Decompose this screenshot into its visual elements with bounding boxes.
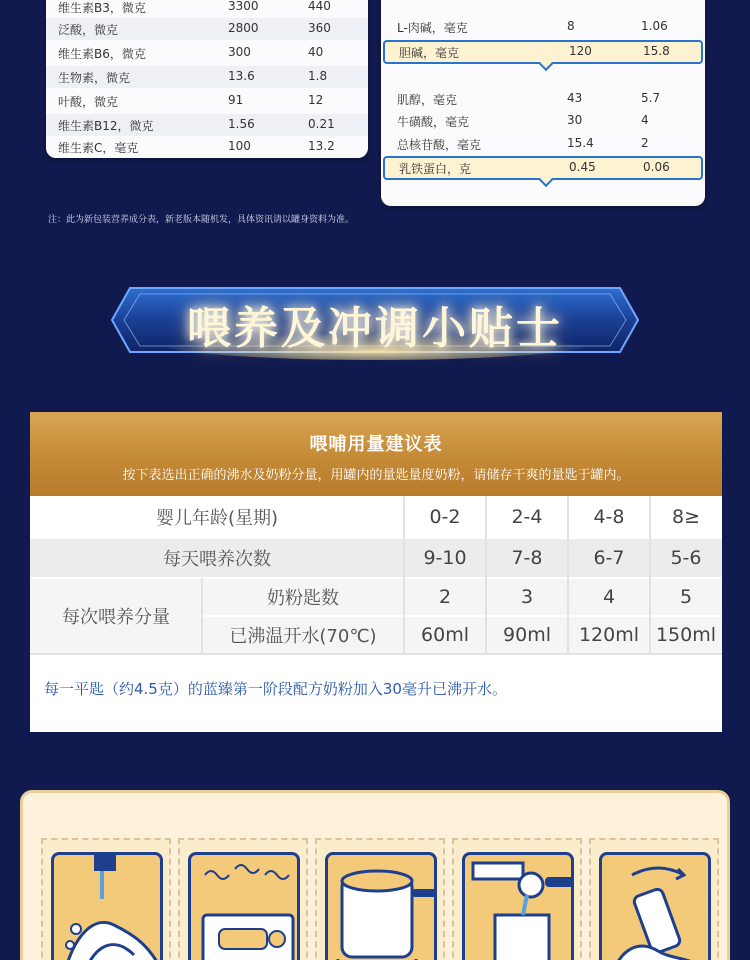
nutrient-value-100kj: 12	[308, 93, 324, 107]
times-value: 6-7	[593, 547, 625, 569]
age-label: 婴儿年龄(星期)	[155, 508, 279, 529]
scoops-value: 4	[602, 586, 616, 608]
shake-bottle-icon	[599, 852, 711, 960]
preparation-steps	[20, 790, 730, 960]
grid-line	[567, 496, 569, 654]
nutrient-value-100kj: 15.8	[643, 44, 670, 58]
nutrient-value-100kj: 0.06	[643, 160, 670, 174]
grid-line	[30, 653, 722, 655]
nutrient-value-100g: 43	[567, 91, 583, 105]
water-value: 90ml	[503, 624, 551, 646]
step-5	[589, 838, 719, 960]
step-4	[452, 838, 582, 960]
nutrient-name: 维生素C，毫克	[58, 141, 139, 155]
age-value: 4-8	[593, 506, 625, 528]
banner-title: 喂养及冲调小贴士	[187, 303, 563, 354]
times-label: 每天喂养次数	[163, 549, 271, 570]
nutrition-row	[46, 0, 368, 18]
nutrition-row	[381, 110, 705, 132]
times-value: 9-10	[423, 547, 467, 569]
nutrient-value-100g: 30	[567, 113, 583, 127]
nutrient-name: 乳铁蛋白，克	[399, 162, 472, 176]
pour-water-icon	[462, 852, 574, 960]
grid-line	[201, 578, 203, 654]
grid-line	[485, 496, 487, 654]
grid-line	[202, 615, 722, 617]
nutrient-value-100g: 2800	[228, 21, 259, 35]
scoops-value: 5	[679, 586, 693, 608]
grid-line	[649, 496, 651, 654]
age-value: 2-4	[511, 506, 543, 528]
scoops-label: 奶粉匙数	[267, 588, 339, 609]
age-value: 0-2	[429, 506, 461, 528]
nutrient-value-100g: 1.56	[228, 117, 255, 131]
feeding-table-title: 喂哺用量建议表	[309, 434, 443, 455]
boil-water-icon	[325, 852, 437, 960]
nutrient-name: 胆碱，毫克	[399, 46, 460, 60]
feeding-table-header	[30, 412, 722, 496]
nutrient-value-100g: 91	[228, 93, 244, 107]
water-value: 60ml	[421, 624, 469, 646]
nutrient-value-100g: 15.4	[567, 136, 594, 150]
nutrient-name: 肌醇，毫克	[397, 93, 458, 107]
nutrition-row	[381, 88, 705, 110]
step-1	[41, 838, 171, 960]
nutrient-value-100g: 300	[228, 45, 251, 59]
nutrition-row	[381, 133, 705, 155]
nutrition-row	[46, 66, 368, 88]
nutrient-value-100g: 13.6	[228, 69, 255, 83]
nutrient-name: L-肉碱，毫克	[397, 21, 468, 35]
grid-line	[30, 577, 722, 579]
wash-hands-icon	[51, 852, 163, 960]
nutrient-name: 泛酸，微克	[58, 23, 119, 37]
feeding-footnote: 每一平匙（约4.5克）的蓝臻第一阶段配方奶粉加入30毫升已沸开水。	[44, 680, 507, 698]
nutrient-value-100g: 120	[569, 44, 592, 58]
nutrient-value-100kj: 0.21	[308, 117, 335, 131]
nutrition-table-right	[381, 0, 705, 206]
nutrition-row	[46, 114, 368, 136]
nutrient-value-100g: 0.45	[569, 160, 596, 174]
boil-bottle-icon	[188, 852, 300, 960]
water-label: 已沸温开水(70℃)	[229, 626, 377, 647]
nutrient-value-100kj: 40	[308, 45, 324, 59]
nutrient-value-100kj: 5.7	[641, 91, 661, 105]
feeding-table	[30, 412, 722, 732]
water-value: 120ml	[578, 624, 640, 646]
nutrient-name: 牛磺酸，毫克	[397, 115, 470, 129]
step-2	[178, 838, 308, 960]
nutrient-value-100kj: 2	[641, 136, 649, 150]
nutrient-name: 维生素B3，微克	[58, 1, 146, 15]
nutrient-value-100g: 8	[567, 19, 575, 33]
nutrient-name: 生物素，微克	[58, 71, 131, 85]
nutrient-value-100kj: 440	[308, 0, 331, 13]
nutrition-note: 注：此为新包装营养成分表，新老版本随机发，具体资讯请以罐身资料为准。	[48, 215, 355, 225]
nutrient-value-100kj: 1.06	[641, 19, 668, 33]
nutrition-row	[46, 42, 368, 64]
times-value: 7-8	[511, 547, 543, 569]
scoops-value: 2	[438, 586, 452, 608]
grid-line	[30, 537, 722, 539]
nutrition-table-left	[46, 0, 368, 158]
portion-label: 每次喂养分量	[62, 607, 170, 628]
nutrient-value-100kj: 1.8	[308, 69, 328, 83]
feeding-table-subtitle: 按下表选出正确的沸水及奶粉分量，用罐内的量匙量度奶粉，请储存干爽的量匙于罐内。	[122, 468, 630, 483]
nutrient-value-100kj: 4	[641, 113, 649, 127]
nutrition-row	[46, 18, 368, 40]
scoops-value: 3	[520, 586, 534, 608]
nutrient-value-100kj: 360	[308, 21, 331, 35]
nutrient-name: 总核苷酸，毫克	[397, 138, 482, 152]
nutrient-name: 维生素B12，微克	[58, 119, 154, 133]
nutrient-name: 叶酸，微克	[58, 95, 119, 109]
nutrient-value-100g: 100	[228, 139, 251, 153]
nutrient-value-100g: 3300	[228, 0, 259, 13]
nutrition-row	[46, 136, 368, 158]
section-banner	[110, 280, 640, 360]
nutrient-value-100kj: 13.2	[308, 139, 335, 153]
nutrition-row	[46, 90, 368, 112]
water-value: 150ml	[655, 624, 717, 646]
nutrient-name: 维生素B6，微克	[58, 47, 146, 61]
step-3	[315, 838, 445, 960]
grid-line	[403, 496, 405, 654]
age-value: 8≥	[671, 506, 700, 528]
times-value: 5-6	[670, 547, 702, 569]
nutrition-row	[381, 16, 705, 38]
